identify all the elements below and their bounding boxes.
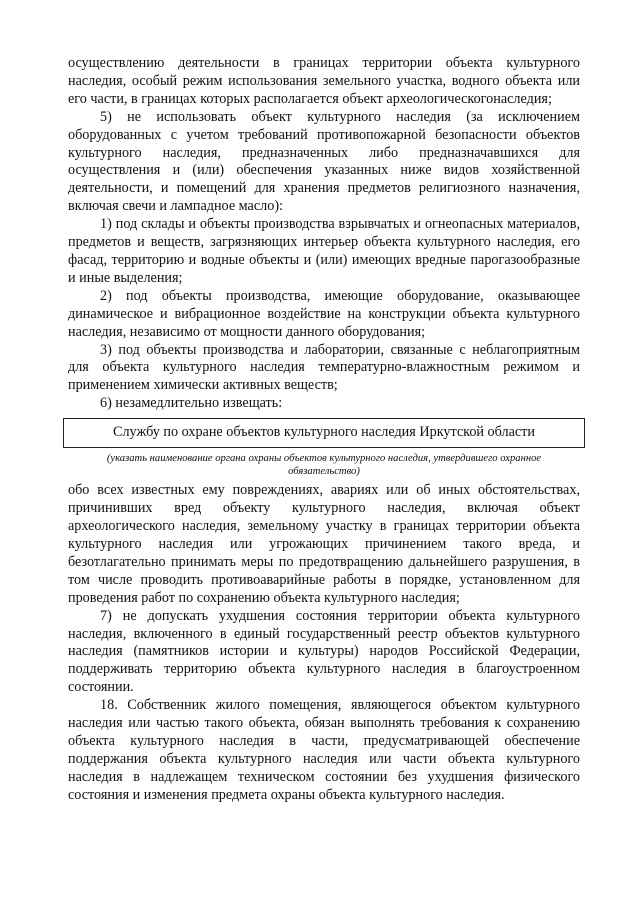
paragraph-subitem-2: 2) под объекты производства, имеющие оборудование, оказывающее динамическое и вибрационное воздействие на конструкции объекта культурного наследия, независимо от мощности данного оборудования; [68,287,580,340]
paragraph-item-6: 6) незамедлительно извещать: [100,395,283,412]
authority-name-field [63,418,585,448]
paragraph-item-5: 5) не использовать объект культурного наследия (за исключением оборудованных с учетом требований противопожарной безопасности объектов культурного наследия, предназначенных либо предназначавшихся для осуществления и (или) обеспечения указанных ниже видов хозяйственной деятельности, и помещений для хранения предметов религиозного назначения, включая свечи и лампадное масло): [68,108,580,215]
authority-name-text: Службу по охране объектов культурного наследия Иркутской области [113,424,535,441]
paragraph-item-6-continuation: обо всех известных ему повреждениях, авариях или об иных обстоятельствах, причинивших вред объекту культурного наследия, включая объект археологического наследия, земельному участку в границах территории объекта культурного наследия или угрожающих причинением такого вреда, и безотлагательно принимать меры по предотвращению дальнейшего разрушения, в том числе проводить противоаварийные работы в порядке, установленном для проведения работ по сохранению объекта культурного наследия; [68,482,580,606]
paragraph-section-18: 18. Собственник жилого помещения, являющегося объектом культурного наследия или частью такого объекта, обязан выполнять требования к сохранению объекта культурного наследия в части, предусматривающей обеспечение поддержания объекта культурного наследия или части объекта культурного наследия в надлежащем техническом состоянии без ухудшения физического состояния и изменения предмета охраны объекта культурного наследия. [68,697,580,803]
paragraph-subitem-3: 3) под объекты производства и лаборатории, связанные с неблагоприятным для объекта культурного наследия температурно-влажностным режимом и применением химически активных веществ; [68,341,580,394]
paragraph-subitem-1: 1) под склады и объекты производства взрывчатых и огнеопасных материалов, предметов и веществ, загрязняющих интерьер объекта культурного наследия, его фасад, территорию и водные объекты и (или) имеющих вредные парогазообразные и иные выделения; [68,216,580,286]
field-caption: (указать наименование органа охраны объектов культурного наследия, утвердившего охранное обязательство) [106,453,542,477]
paragraph-item-7: 7) не допускать ухудшения состояния территории объекта культурного наследия, включенного в единый государственный реестр объектов культурного наследия (памятников истории и культуры) народов Российской Федерации, поддерживать территорию объекта культурного наследия в благоустроенном состоянии. [68,607,580,696]
document-page [68,55,580,805]
paragraph-continuation: осуществлению деятельности в границах территории объекта культурного наследия, особый режим использования земельного участка, водного объекта или его части, в границах которых располагается объект археологическогонаследия; [68,55,580,107]
